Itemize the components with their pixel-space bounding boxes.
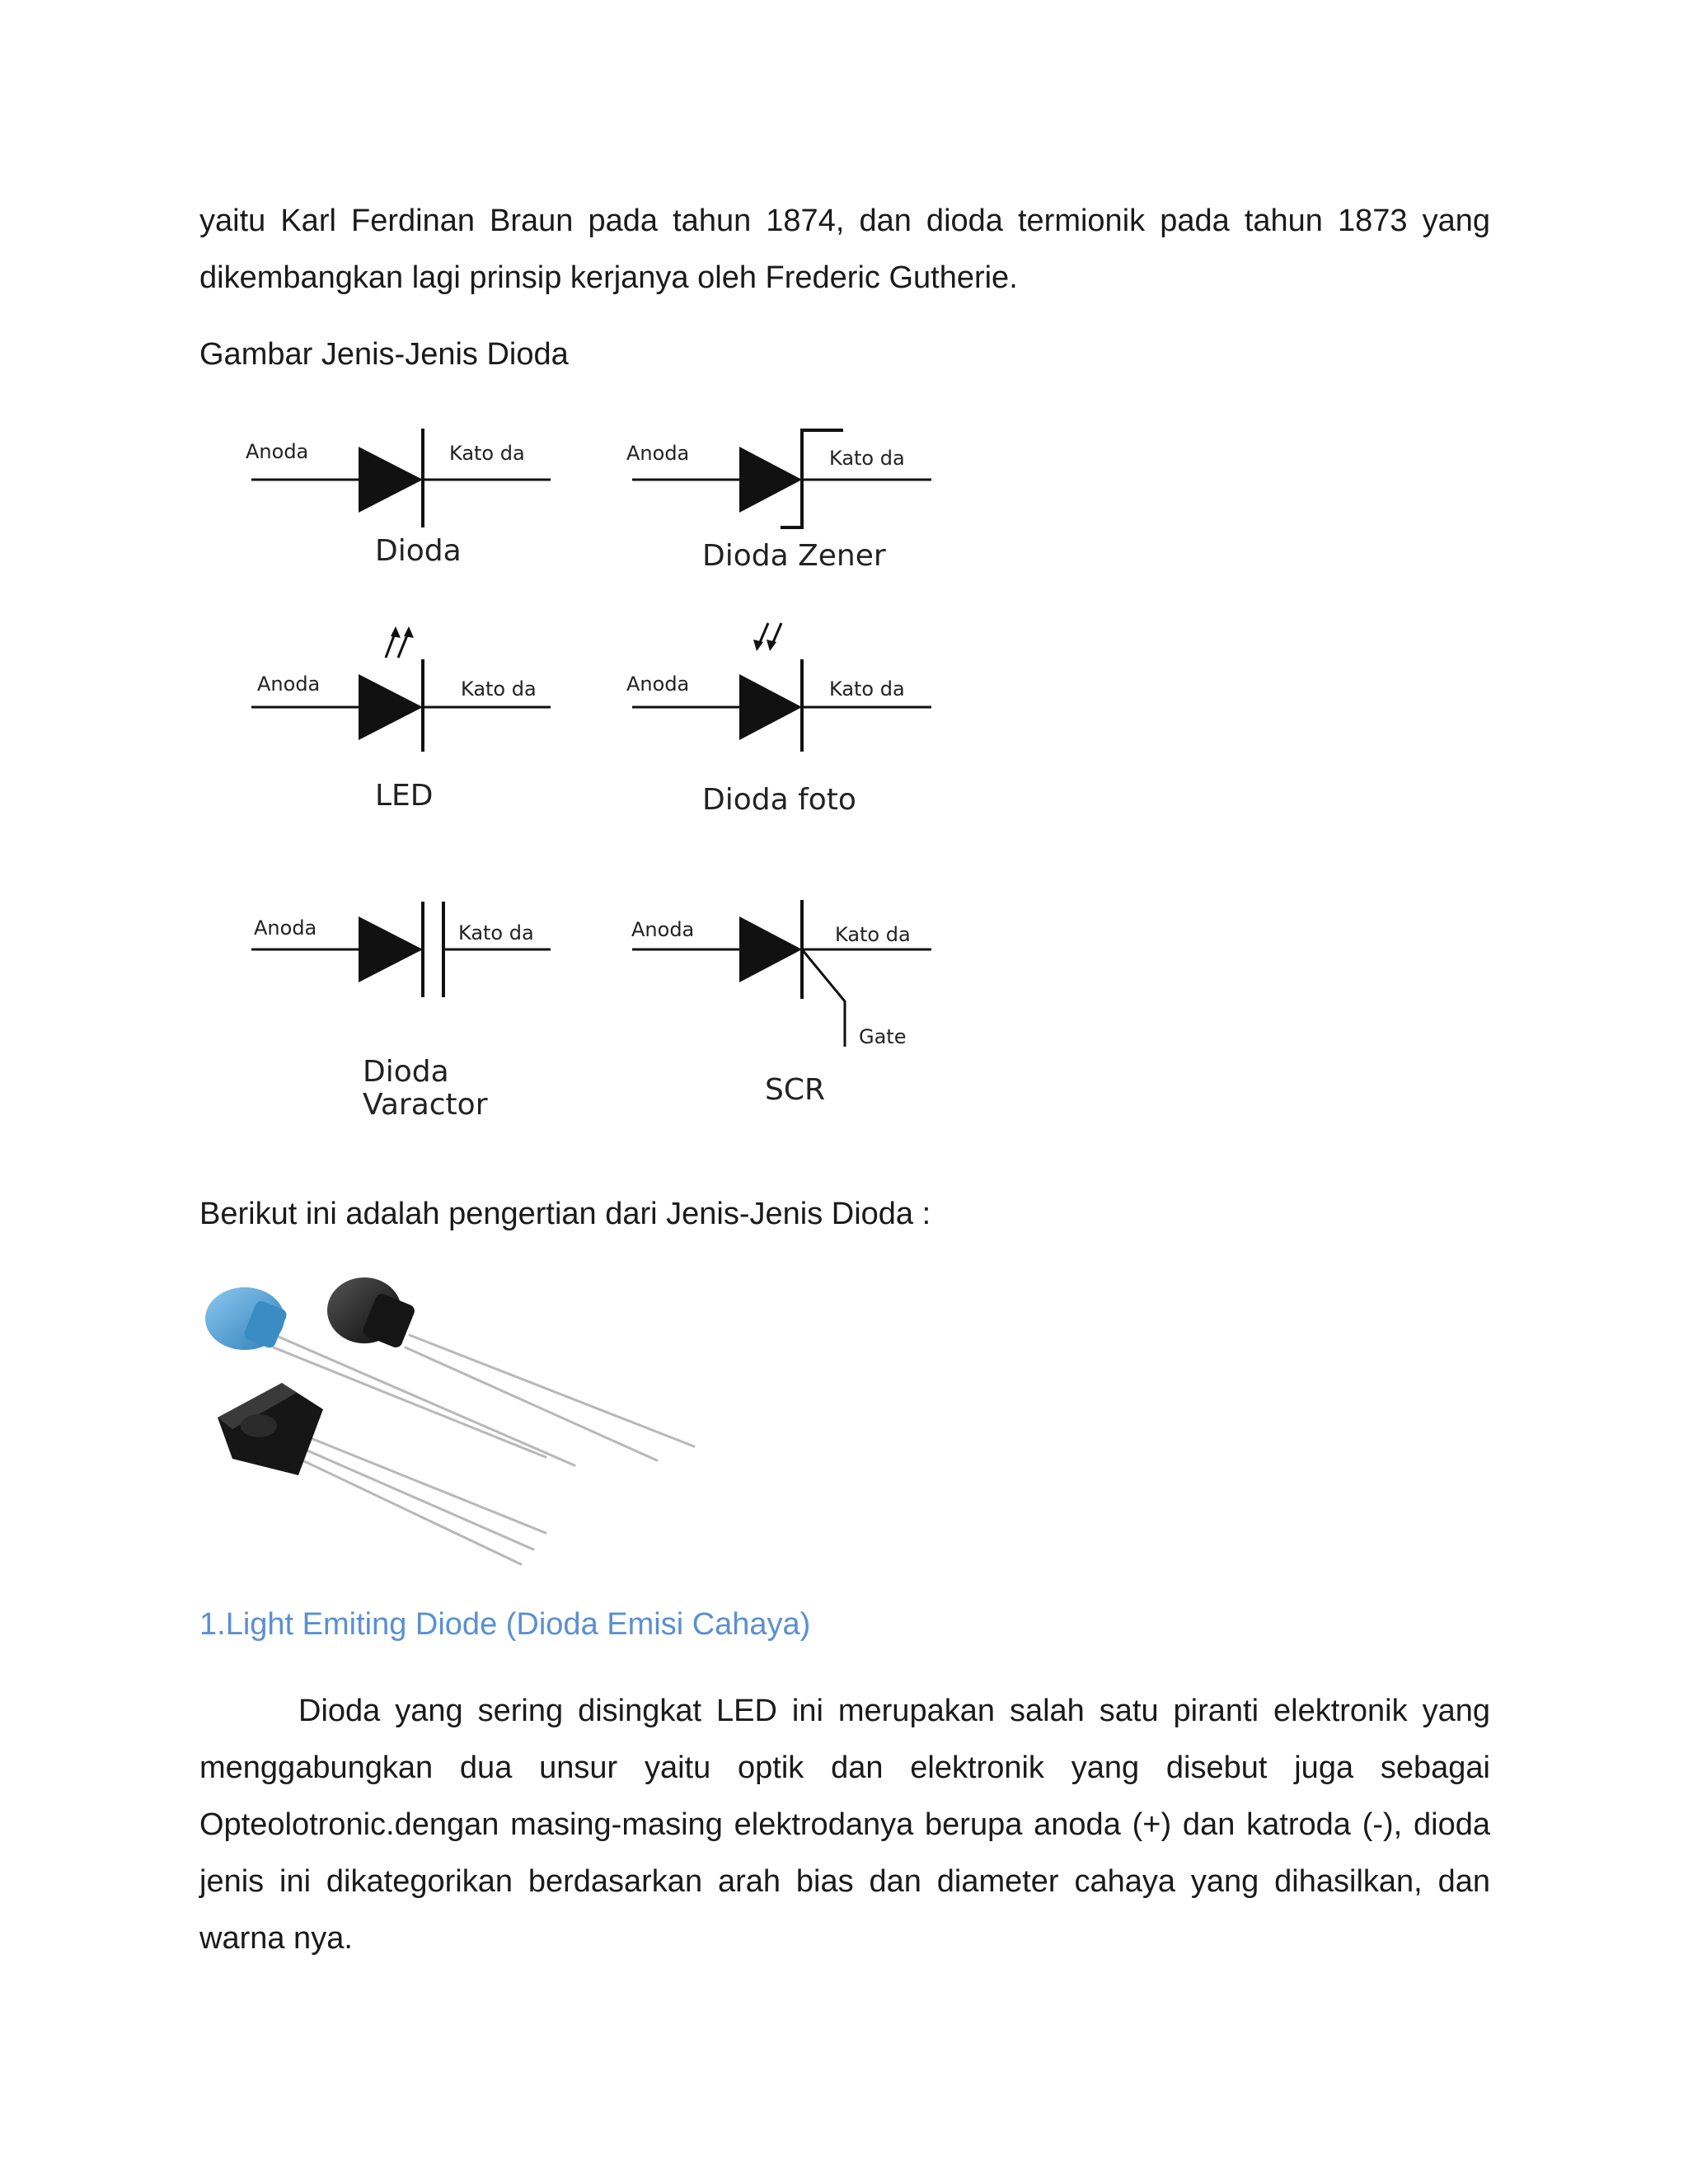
cathode-label: Kato da [829,677,905,701]
cathode-label: Kato da [835,923,911,946]
anode-label: Anoda [631,918,695,941]
scr-symbol [631,900,931,1107]
scr-name: SCR [765,1073,826,1107]
varactor-name-line1: Dioda [363,1055,449,1089]
led-name: LED [375,779,434,813]
ir-components-photo [199,1269,710,1574]
incoming-light-arrows-icon [753,623,781,651]
varactor-diode-symbol [251,902,551,1122]
cathode-label: Kato da [461,677,537,701]
emitted-light-arrows-icon [386,626,414,658]
diode-name: Dioda [375,534,462,568]
cathode-label: Kato da [829,447,905,470]
figure-caption: Gambar Jenis-Jenis Dioda [199,337,569,372]
cathode-label: Kato da [458,921,534,944]
diode-types-diagram [231,412,956,1137]
section-1-heading: 1.Light Emiting Diode (Dioda Emisi Cahaya) [199,1607,811,1642]
section-intro: Berikut ini adalah pengertian dari Jenis-Jenis Dioda : [199,1197,931,1231]
diode-symbol [246,429,551,568]
anode-label: Anoda [254,916,317,940]
anode-label: Anoda [626,673,690,696]
gate-label: Gate [859,1025,907,1048]
anode-label: Anoda [257,673,321,696]
zener-diode-symbol [626,430,931,573]
led-symbol [251,626,551,813]
cathode-label: Kato da [449,442,525,465]
zener-diode-name: Dioda Zener [702,539,886,573]
varactor-name-line2: Varactor [363,1088,488,1122]
anode-label: Anoda [246,440,309,463]
photodiode-name: Dioda foto [702,783,856,817]
anode-label: Anoda [626,442,690,465]
photodiode-symbol [626,623,931,817]
intro-paragraph: yaitu Karl Ferdinan Braun pada tahun 1874, dan dioda termionik pada tahun 1873 yang dikembangkan lagi prinsip kerjanya oleh Frederic Gutherie. [199,204,1490,295]
section-1-body: Dioda yang sering disingkat LED ini merupakan salah satu piranti elektronik yang menggabungkan dua unsur yaitu optik dan elektronik yang disebut juga sebagai Opteolotronic.dengan masing-masing elektrodanya berupa anoda (+) dan katroda (-), dioda jenis ini dikategorikan berdasarkan arah bias dan diameter cahaya yang dihasilkan, dan warna nya. [199,1694,1490,1956]
